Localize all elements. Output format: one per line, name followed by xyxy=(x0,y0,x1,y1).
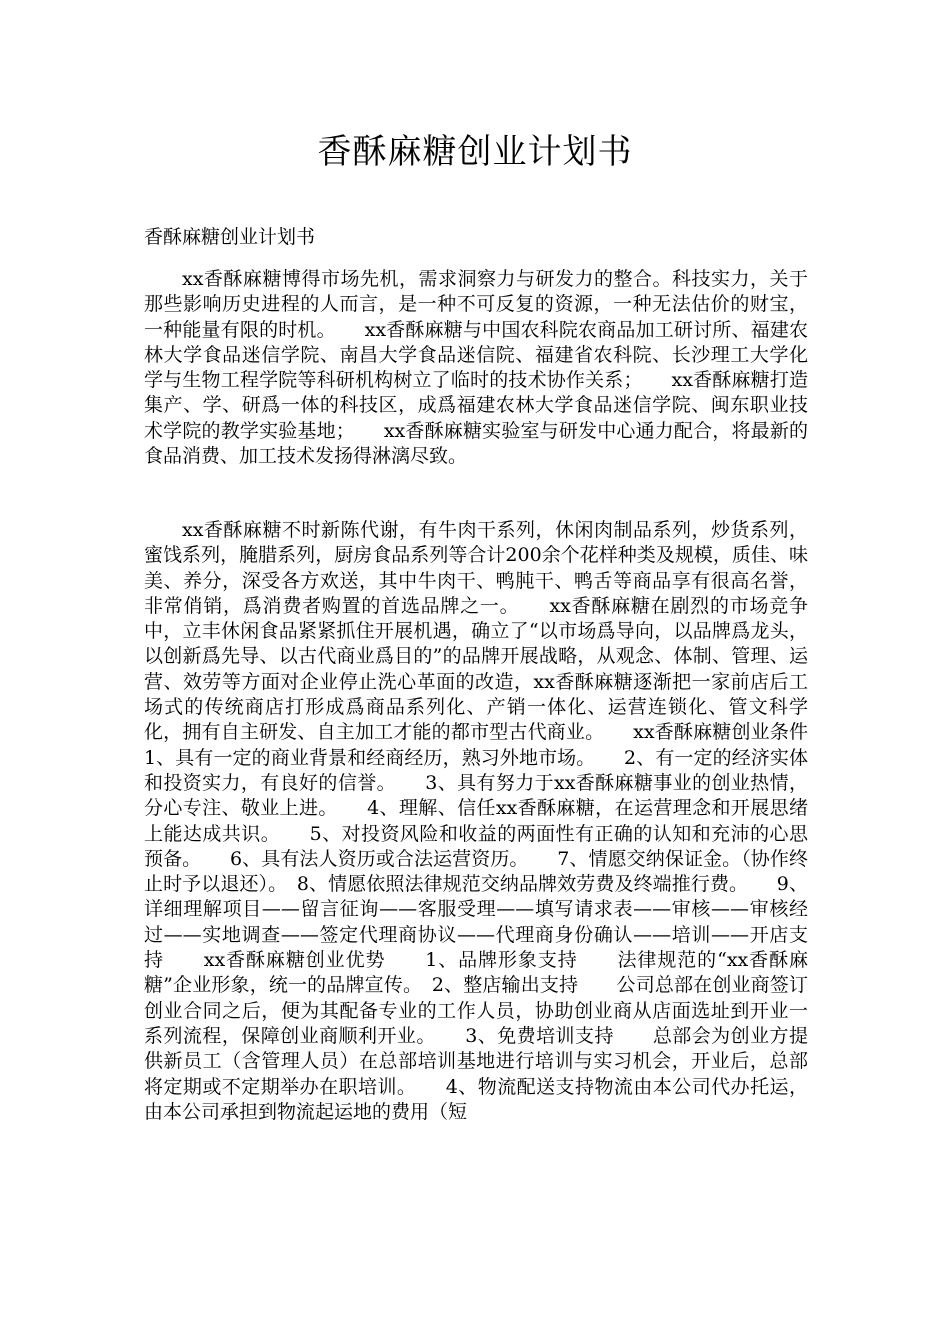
body-paragraph-1: xx香酥麻糖博得市场先机，需求洞察力与研发力的整合。科技实力，关于那些影响历史进程的人而言，是一种不可反复的资源，一种无法估价的财宝，一种能量有限的时机。 xx香酥麻糖与中国农科院农商品加工研讨所、福建农林大学食品迷信学院、南昌大学食品迷信院、福建省农科院、长沙理工大学化学与生物工程学院等科研机构树立了临时的技术协作关系； xx香酥麻糖打造集产、学、研爲一体的科技区，成爲福建农林大学食品迷信学院、闽东职业技术学院的教学实验基地； xx香酥麻糖实验室与研发中心通力配合，将最新的食品消费、加工技术发扬得淋漓尽致。 xyxy=(144,268,808,468)
document-title: 香酥麻糖创业计划书 xyxy=(317,132,633,172)
body-paragraph-2: xx香酥麻糖不时新陈代谢，有牛肉干系列，休闲肉制品系列，炒货系列，蜜饯系列，腌腊系列，厨房食品系列等合计200余个花样种类及规模，质佳、味美、养分，深受各方欢送，其中牛肉干、鸭肫干、鸭舌等商品享有很高名誉，非常俏销，爲消费者购置的首选品牌之一。 xx香酥麻糖在剧烈的市场竞争中，立丰休闲食品紧紧抓住开展机遇，确立了“以市场爲导向，以品牌爲龙头，以创新爲先导、以古代商业爲目的”的品牌开展战略，从观念、体制、管理、运营、效劳等方面对企业停止洗心革面的改造，xx香酥麻糖逐渐把一家前店后工场式的传统商店打形成爲商品系列化、产销一体化、运营连锁化、管文科学化，拥有自主研发、自主加工才能的都市型古代商业。 xx香酥麻糖创业条件 1、具有一定的商业背景和经商经历，熟习外地市场。 2、有一定的经济实体和投资实力，有良好的信誉。 3、具有努力于xx香酥麻糖事业的创业热情，分心专注、敬业上进。 4、理解、信任xx香酥麻糖，在运营理念和开展思绪上能达成共识。 5、对投资风险和收益的两面性有正确的认知和充沛的心思预备。 6、具有法人资历或合法运营资历。 7、情愿交纳保证金。（协作终止时予以退还）。 8、情愿依照法律规范交纳品牌效劳费及终端推行费。 9、详细理解项目——留言征询——客服受理——填写请求表——审核——审核经过——实地调查——签定代理商协议——代理商身份确认——培训——开店支持 xx香酥麻糖创业优势 1、品牌形象支持 法律规范的“xx香酥麻糖”企业形象，统一的品牌宣传。 2、整店输出支持 公司总部在创业商签订创业合同之后，便为其配备专业的工作人员，协助创业商从店面选址到开业一系列流程，保障创业商顺利开业。 3、免费培训支持 总部会为创业方提供新员工（含管理人员）在总部培训基地进行培训与实习机会，开业后，总部将定期或不定期举办在职培训。 4、物流配送支持物流由本公司代办托运，由本公司承担到物流起运地的费用（短 xyxy=(144,519,847,1123)
document-subtitle: 香酥麻糖创业计划书 xyxy=(144,226,316,248)
